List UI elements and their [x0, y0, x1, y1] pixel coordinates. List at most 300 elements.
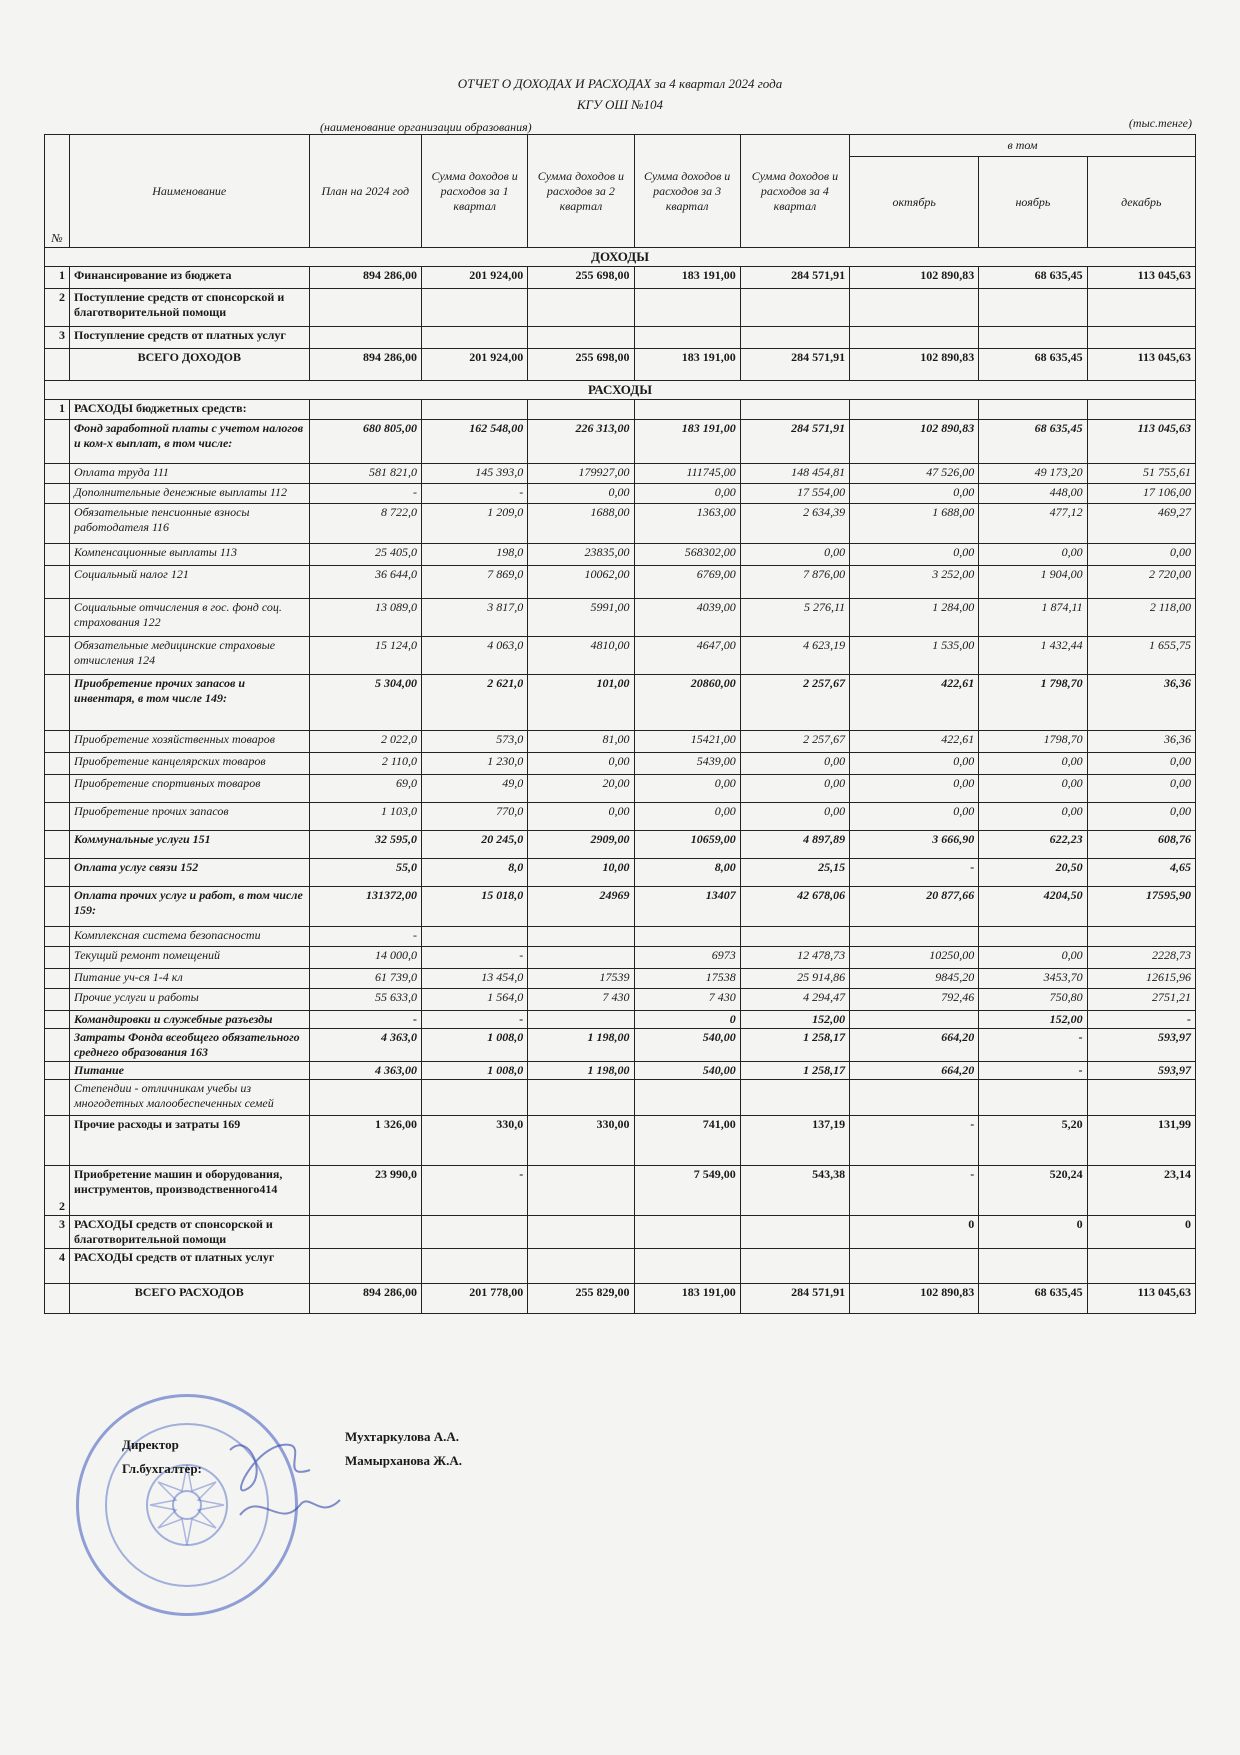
- cell-q4: 284 571,91: [740, 420, 849, 464]
- cell-plan: [309, 327, 421, 349]
- cell-oct: 0,00: [850, 544, 979, 566]
- cell-q2: 81,00: [528, 731, 634, 753]
- row-number: [45, 753, 70, 775]
- cell-oct: [850, 927, 979, 947]
- cell-q3: 540,00: [634, 1029, 740, 1062]
- row-number: [45, 675, 70, 731]
- row-name: РАСХОДЫ средств от спонсорской и благотворительной помощи: [69, 1216, 309, 1249]
- cell-q1: 4 063,0: [422, 637, 528, 675]
- cell-q2: 10062,00: [528, 566, 634, 599]
- table-row: [45, 349, 1196, 381]
- cell-oct: 102 890,83: [850, 1284, 979, 1314]
- cell-q2: 255 829,00: [528, 1284, 634, 1314]
- cell-plan: 69,0: [309, 775, 421, 803]
- cell-q2: 4810,00: [528, 637, 634, 675]
- cell-oct: -: [850, 1166, 979, 1216]
- cell-q4: 4 294,47: [740, 989, 849, 1011]
- cell-oct: [850, 400, 979, 420]
- row-number: [45, 803, 70, 831]
- row-name: Оплата прочих услуг и работ, в том числе 159:: [69, 887, 309, 927]
- cell-oct: 0: [850, 1216, 979, 1249]
- cell-q3: 4039,00: [634, 599, 740, 637]
- cell-nov: 1798,70: [979, 731, 1087, 753]
- cell-oct: 102 890,83: [850, 420, 979, 464]
- cell-dec: [1087, 289, 1195, 327]
- table-row: [45, 887, 1196, 927]
- cell-dec: [1087, 400, 1195, 420]
- cell-dec: 131,99: [1087, 1116, 1195, 1166]
- table-row: [45, 1062, 1196, 1080]
- cell-q1: [422, 1080, 528, 1116]
- row-name: Фонд заработной платы с учетом налогов и ком-х выплат, в том числе:: [69, 420, 309, 464]
- cell-plan: 131372,00: [309, 887, 421, 927]
- cell-plan: [309, 289, 421, 327]
- cell-plan: 2 022,0: [309, 731, 421, 753]
- row-name: Затраты Фонда всеобщего обязательного среднего образования 163: [69, 1029, 309, 1062]
- cell-q3: 10659,00: [634, 831, 740, 859]
- cell-q3: 0,00: [634, 803, 740, 831]
- table-row: [45, 566, 1196, 599]
- cell-plan: 36 644,0: [309, 566, 421, 599]
- cell-dec: 36,36: [1087, 675, 1195, 731]
- cell-q1: -: [422, 1011, 528, 1029]
- cell-plan: -: [309, 1011, 421, 1029]
- table-row: [45, 803, 1196, 831]
- cell-plan: 5 304,00: [309, 675, 421, 731]
- cell-q4: [740, 289, 849, 327]
- cell-nov: 68 635,45: [979, 349, 1087, 381]
- row-name: Обязательные медицинские страховые отчисления 124: [69, 637, 309, 675]
- cell-q4: 42 678,06: [740, 887, 849, 927]
- row-number: [45, 927, 70, 947]
- cell-nov: [979, 1249, 1087, 1284]
- row-number: 2: [45, 289, 70, 327]
- row-number: 4: [45, 1249, 70, 1284]
- col-header-q2: Сумма доходов и расходов за 2 квартал: [528, 135, 634, 248]
- cell-plan: [309, 1080, 421, 1116]
- cell-q1: 1 008,0: [422, 1029, 528, 1062]
- income-expense-table: [44, 134, 1196, 1314]
- cell-nov: 1 874,11: [979, 599, 1087, 637]
- row-number: [45, 420, 70, 464]
- cell-q2: 7 430: [528, 989, 634, 1011]
- cell-dec: 36,36: [1087, 731, 1195, 753]
- row-name: РАСХОДЫ средств от платных услуг: [69, 1249, 309, 1284]
- cell-nov: 4204,50: [979, 887, 1087, 927]
- cell-q2: 1 198,00: [528, 1062, 634, 1080]
- col-header-oct: октябрь: [850, 157, 979, 248]
- row-number: 3: [45, 1216, 70, 1249]
- row-name: Приобретение машин и оборудования, инструментов, производственного414: [69, 1166, 309, 1216]
- cell-nov: 3453,70: [979, 969, 1087, 989]
- cell-dec: [1087, 1080, 1195, 1116]
- cell-q4: 7 876,00: [740, 566, 849, 599]
- cell-q3: [634, 400, 740, 420]
- cell-q3: 540,00: [634, 1062, 740, 1080]
- cell-q1: 7 869,0: [422, 566, 528, 599]
- cell-nov: 477,12: [979, 504, 1087, 544]
- cell-nov: 448,00: [979, 484, 1087, 504]
- cell-nov: 0,00: [979, 947, 1087, 969]
- cell-q1: 770,0: [422, 803, 528, 831]
- col-header-q1: Сумма доходов и расходов за 1 квартал: [422, 135, 528, 248]
- row-name: Оплата труда 111: [69, 464, 309, 484]
- row-name: Приобретение спортивных товаров: [69, 775, 309, 803]
- row-number: [45, 947, 70, 969]
- cell-q4: 0,00: [740, 775, 849, 803]
- cell-plan: 4 363,0: [309, 1029, 421, 1062]
- cell-nov: 622,23: [979, 831, 1087, 859]
- cell-dec: 593,97: [1087, 1029, 1195, 1062]
- cell-q3: 15421,00: [634, 731, 740, 753]
- row-name: Командировки и служебные разъезды: [69, 1011, 309, 1029]
- cell-q3: 6769,00: [634, 566, 740, 599]
- cell-nov: 1 798,70: [979, 675, 1087, 731]
- cell-plan: 4 363,00: [309, 1062, 421, 1080]
- row-name: ВСЕГО ДОХОДОВ: [69, 349, 309, 381]
- cell-dec: 23,14: [1087, 1166, 1195, 1216]
- cell-plan: 581 821,0: [309, 464, 421, 484]
- row-number: [45, 599, 70, 637]
- cell-oct: 102 890,83: [850, 267, 979, 289]
- row-number: 1: [45, 267, 70, 289]
- cell-dec: [1087, 927, 1195, 947]
- table-row: [45, 464, 1196, 484]
- cell-q1: [422, 400, 528, 420]
- accountant-name: Мамырханова Ж.А.: [345, 1453, 463, 1468]
- row-number: [45, 969, 70, 989]
- cell-q3: 6973: [634, 947, 740, 969]
- cell-nov: 0: [979, 1216, 1087, 1249]
- cell-dec: 2751,21: [1087, 989, 1195, 1011]
- cell-q1: [422, 1249, 528, 1284]
- cell-q2: 5991,00: [528, 599, 634, 637]
- row-name: РАСХОДЫ бюджетных средств:: [69, 400, 309, 420]
- cell-q1: 2 621,0: [422, 675, 528, 731]
- table-row: [45, 1166, 1196, 1216]
- cell-q2: 226 313,00: [528, 420, 634, 464]
- table-row: [45, 831, 1196, 859]
- table-row: [45, 859, 1196, 887]
- cell-dec: 0,00: [1087, 544, 1195, 566]
- cell-dec: 2 720,00: [1087, 566, 1195, 599]
- cell-dec: 608,76: [1087, 831, 1195, 859]
- cell-q3: 0,00: [634, 484, 740, 504]
- row-name: Текущий ремонт помещений: [69, 947, 309, 969]
- cell-oct: 792,46: [850, 989, 979, 1011]
- cell-oct: [850, 1080, 979, 1116]
- cell-q4: 2 634,39: [740, 504, 849, 544]
- cell-q4: 148 454,81: [740, 464, 849, 484]
- cell-nov: 750,80: [979, 989, 1087, 1011]
- cell-oct: 422,61: [850, 731, 979, 753]
- cell-nov: 1 904,00: [979, 566, 1087, 599]
- cell-q1: 8,0: [422, 859, 528, 887]
- row-name: Питание: [69, 1062, 309, 1080]
- cell-plan: [309, 1249, 421, 1284]
- cell-q3: 183 191,00: [634, 1284, 740, 1314]
- report-title: ОТЧЕТ О ДОХОДАХ И РАСХОДАХ за 4 квартал 2024 года: [457, 76, 783, 91]
- cell-q3: 7 430: [634, 989, 740, 1011]
- cell-nov: [979, 1080, 1087, 1116]
- cell-q1: 201 924,00: [422, 267, 528, 289]
- cell-q1: [422, 927, 528, 947]
- cell-oct: 1 535,00: [850, 637, 979, 675]
- organization-caption: (наименование организации образования): [320, 120, 532, 134]
- cell-q1: 330,0: [422, 1116, 528, 1166]
- cell-q3: 7 549,00: [634, 1166, 740, 1216]
- cell-q3: 183 191,00: [634, 267, 740, 289]
- cell-plan: 8 722,0: [309, 504, 421, 544]
- cell-dec: 2228,73: [1087, 947, 1195, 969]
- cell-q3: [634, 927, 740, 947]
- table-row: [45, 927, 1196, 947]
- row-name: Прочие расходы и затраты 169: [69, 1116, 309, 1166]
- cell-q3: 8,00: [634, 859, 740, 887]
- table-row: [45, 484, 1196, 504]
- row-number: [45, 831, 70, 859]
- row-name: Оплата услуг связи 152: [69, 859, 309, 887]
- cell-dec: 12615,96: [1087, 969, 1195, 989]
- organization-name: КГУ ОШ №104: [577, 97, 663, 112]
- cell-oct: 1 284,00: [850, 599, 979, 637]
- cell-q3: 0: [634, 1011, 740, 1029]
- cell-q2: 0,00: [528, 753, 634, 775]
- cell-q1: 201 778,00: [422, 1284, 528, 1314]
- cell-nov: -: [979, 1062, 1087, 1080]
- cell-plan: 61 739,0: [309, 969, 421, 989]
- cell-plan: 680 805,00: [309, 420, 421, 464]
- cell-dec: 51 755,61: [1087, 464, 1195, 484]
- table-row: [45, 637, 1196, 675]
- cell-nov: 152,00: [979, 1011, 1087, 1029]
- row-number: [45, 1011, 70, 1029]
- cell-q1: 13 454,0: [422, 969, 528, 989]
- cell-q3: 0,00: [634, 775, 740, 803]
- cell-oct: 10250,00: [850, 947, 979, 969]
- cell-q4: [740, 327, 849, 349]
- cell-dec: 113 045,63: [1087, 267, 1195, 289]
- cell-q4: 5 276,11: [740, 599, 849, 637]
- cell-q1: 49,0: [422, 775, 528, 803]
- row-number: [45, 566, 70, 599]
- cell-nov: [979, 927, 1087, 947]
- cell-oct: 0,00: [850, 775, 979, 803]
- table-row: [45, 675, 1196, 731]
- row-number: [45, 1062, 70, 1080]
- table-row: [45, 1216, 1196, 1249]
- cell-q4: 25,15: [740, 859, 849, 887]
- cell-nov: 49 173,20: [979, 464, 1087, 484]
- cell-q3: [634, 289, 740, 327]
- cell-q4: 284 571,91: [740, 267, 849, 289]
- cell-q1: [422, 289, 528, 327]
- table-row: [45, 327, 1196, 349]
- cell-dec: 0,00: [1087, 753, 1195, 775]
- table-row: [45, 289, 1196, 327]
- cell-q1: [422, 327, 528, 349]
- cell-q4: 284 571,91: [740, 1284, 849, 1314]
- cell-q4: [740, 927, 849, 947]
- table-row: [45, 504, 1196, 544]
- row-name: Прочие услуги и работы: [69, 989, 309, 1011]
- cell-q1: -: [422, 1166, 528, 1216]
- cell-oct: 0,00: [850, 484, 979, 504]
- cell-q1: 1 230,0: [422, 753, 528, 775]
- cell-plan: [309, 1216, 421, 1249]
- table-row: [45, 969, 1196, 989]
- cell-q3: 13407: [634, 887, 740, 927]
- cell-oct: 3 666,90: [850, 831, 979, 859]
- table-row: [45, 1284, 1196, 1314]
- cell-q2: [528, 1080, 634, 1116]
- cell-q3: [634, 1249, 740, 1284]
- row-name: Степендии - отличникам учебы из многодетных малообеспеченных семей: [69, 1080, 309, 1116]
- cell-q2: 330,00: [528, 1116, 634, 1166]
- cell-nov: [979, 327, 1087, 349]
- row-number: [45, 859, 70, 887]
- cell-q2: 0,00: [528, 803, 634, 831]
- cell-plan: [309, 400, 421, 420]
- table-row: [45, 775, 1196, 803]
- row-number: [45, 731, 70, 753]
- cell-nov: 5,20: [979, 1116, 1087, 1166]
- cell-q3: 1363,00: [634, 504, 740, 544]
- units-label: (тыс.тенге): [1128, 116, 1192, 130]
- cell-dec: 17 106,00: [1087, 484, 1195, 504]
- cell-q2: 0,00: [528, 484, 634, 504]
- cell-q3: [634, 1080, 740, 1116]
- cell-dec: 469,27: [1087, 504, 1195, 544]
- cell-q3: 5439,00: [634, 753, 740, 775]
- cell-q3: 183 191,00: [634, 420, 740, 464]
- cell-oct: [850, 327, 979, 349]
- cell-plan: -: [309, 927, 421, 947]
- cell-plan: 894 286,00: [309, 349, 421, 381]
- row-name: Коммунальные услуги 151: [69, 831, 309, 859]
- cell-nov: 0,00: [979, 803, 1087, 831]
- accountant-role: Гл.бухгалтер:: [122, 1461, 202, 1476]
- cell-q4: [740, 1216, 849, 1249]
- cell-q1: 3 817,0: [422, 599, 528, 637]
- cell-q1: 162 548,00: [422, 420, 528, 464]
- cell-q4: [740, 1249, 849, 1284]
- col-header-name: Наименование: [69, 135, 309, 248]
- cell-plan: 15 124,0: [309, 637, 421, 675]
- cell-plan: 25 405,0: [309, 544, 421, 566]
- cell-dec: 0,00: [1087, 775, 1195, 803]
- cell-dec: 0: [1087, 1216, 1195, 1249]
- cell-dec: [1087, 1249, 1195, 1284]
- table-row: [45, 947, 1196, 969]
- row-number: [45, 464, 70, 484]
- cell-q3: [634, 1216, 740, 1249]
- cell-nov: -: [979, 1029, 1087, 1062]
- cell-q3: 20860,00: [634, 675, 740, 731]
- row-name: Приобретение прочих запасов и инвентаря, в том числе 149:: [69, 675, 309, 731]
- cell-q3: 17538: [634, 969, 740, 989]
- cell-oct: 0,00: [850, 753, 979, 775]
- cell-q2: 101,00: [528, 675, 634, 731]
- table-row: [45, 544, 1196, 566]
- table-row: [45, 599, 1196, 637]
- cell-q4: 152,00: [740, 1011, 849, 1029]
- row-number: [45, 1284, 70, 1314]
- cell-oct: [850, 289, 979, 327]
- cell-q4: 12 478,73: [740, 947, 849, 969]
- row-number: [45, 775, 70, 803]
- cell-nov: 520,24: [979, 1166, 1087, 1216]
- table-row: [45, 420, 1196, 464]
- row-number: [45, 989, 70, 1011]
- row-name: Поступление средств от спонсорской и благотворительной помощи: [69, 289, 309, 327]
- cell-q1: 145 393,0: [422, 464, 528, 484]
- cell-q4: 137,19: [740, 1116, 849, 1166]
- cell-plan: 14 000,0: [309, 947, 421, 969]
- row-name: Дополнительные денежные выплаты 112: [69, 484, 309, 504]
- row-name: Комплексная система безопасности: [69, 927, 309, 947]
- cell-dec: 0,00: [1087, 803, 1195, 831]
- cell-plan: 1 326,00: [309, 1116, 421, 1166]
- cell-q1: -: [422, 947, 528, 969]
- table-row: [45, 400, 1196, 420]
- row-name: Приобретение хозяйственных товаров: [69, 731, 309, 753]
- row-name: Компенсационные выплаты 113: [69, 544, 309, 566]
- row-name: Социальные отчисления в гос. фонд соц. страхования 122: [69, 599, 309, 637]
- cell-dec: 113 045,63: [1087, 1284, 1195, 1314]
- col-header-q4: Сумма доходов и расходов за 4 квартал: [740, 135, 849, 248]
- section-expenses: РАСХОДЫ: [45, 381, 1196, 400]
- cell-q3: 4647,00: [634, 637, 740, 675]
- table-row: [45, 1011, 1196, 1029]
- cell-oct: 20 877,66: [850, 887, 979, 927]
- row-name: Социальный налог 121: [69, 566, 309, 599]
- cell-oct: 102 890,83: [850, 349, 979, 381]
- cell-q3: 741,00: [634, 1116, 740, 1166]
- cell-plan: -: [309, 484, 421, 504]
- director-role: Директор: [122, 1437, 179, 1452]
- cell-q3: [634, 327, 740, 349]
- row-name: ВСЕГО РАСХОДОВ: [69, 1284, 309, 1314]
- section-income: ДОХОДЫ: [45, 248, 1196, 267]
- cell-q2: [528, 1249, 634, 1284]
- col-header-no: №: [45, 135, 70, 248]
- cell-oct: 1 688,00: [850, 504, 979, 544]
- cell-q4: 1 258,17: [740, 1062, 849, 1080]
- cell-nov: [979, 289, 1087, 327]
- cell-q2: 255 698,00: [528, 267, 634, 289]
- row-number: 3: [45, 327, 70, 349]
- table-row: [45, 989, 1196, 1011]
- cell-plan: 23 990,0: [309, 1166, 421, 1216]
- cell-q4: [740, 1080, 849, 1116]
- cell-oct: 664,20: [850, 1029, 979, 1062]
- cell-dec: 593,97: [1087, 1062, 1195, 1080]
- table-row: [45, 1116, 1196, 1166]
- cell-nov: 0,00: [979, 775, 1087, 803]
- cell-nov: 0,00: [979, 753, 1087, 775]
- director-name: Мухтаркулова А.А.: [345, 1429, 460, 1444]
- cell-q4: 0,00: [740, 753, 849, 775]
- cell-q2: 1 198,00: [528, 1029, 634, 1062]
- row-number: [45, 484, 70, 504]
- cell-oct: 422,61: [850, 675, 979, 731]
- table-row: [45, 753, 1196, 775]
- cell-q4: 4 897,89: [740, 831, 849, 859]
- col-header-plan: План на 2024 год: [309, 135, 421, 248]
- cell-q4: 2 257,67: [740, 731, 849, 753]
- cell-q2: [528, 289, 634, 327]
